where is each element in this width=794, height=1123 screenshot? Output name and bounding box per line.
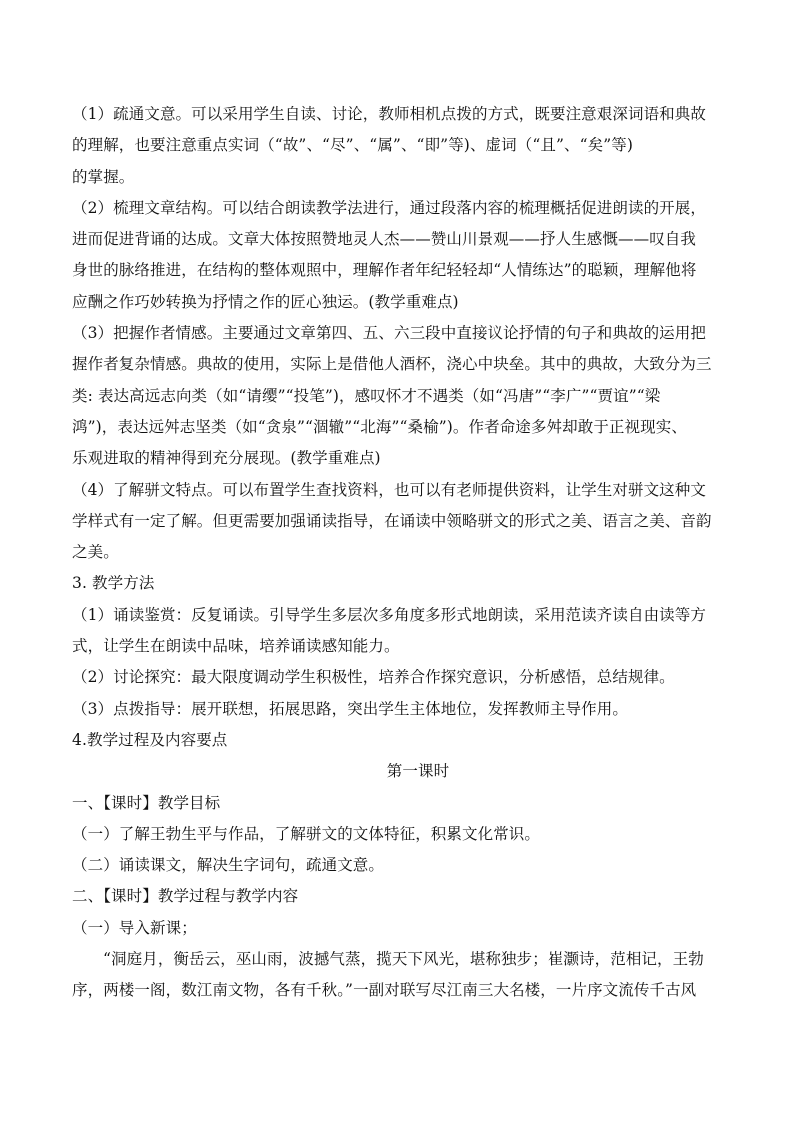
text-line: 的掌握。: [72, 167, 135, 186]
text-line: 进而促进背诵的达成。文章大体按照赞地灵人杰——赞山川景观——抒人生感慨——叹自我: [72, 230, 697, 249]
lesson-title: 第一课时: [386, 762, 450, 781]
section-heading: 二、【课时】教学过程与教学内容: [72, 887, 299, 906]
text-line: 鸿”)，表达远舛志坚类（如“贪泉”“涸辙”“北海”“桑榆”)。作者命途多舛却敢于正视现实、: [72, 417, 687, 436]
section-heading: 4.教学过程及内容要点: [72, 730, 228, 749]
text-line: 之美。: [72, 543, 119, 562]
text-line: （3）把握作者情感。主要通过文章第四、五、六三段中直接议论抒情的句子和典故的运用把: [72, 324, 706, 343]
section-heading: 3. 教学方法: [72, 574, 155, 593]
text-line: （4）了解骈文特点。可以布置学生查找资料，也可以有老师提供资料，让学生对骈文这种文: [72, 480, 706, 499]
text-line: 握作者复杂情感。典故的使用，实际上是借他人酒杯，浇心中块垒。其中的典故，大致分为三: [72, 355, 712, 374]
text-line: （1）诵读鉴赏：反复诵读。引导学生多层次多角度多形式地朗读，采用范读齐读自由读等方: [72, 605, 706, 624]
text-line: （3）点拨指导：展开联想，拓展思路，突出学生主体地位，发挥教师主导作用。: [72, 699, 628, 718]
document-page: [72, 99, 724, 1007]
text-line: 的理解，也要注意重点实词（“故”、“尽”、“属”、“即”等)、虚词（“且”、“矣”等): [72, 136, 633, 155]
text-line: （1）疏通文意。可以采用学生自读、讨论，教师相机点拨的方式，既要注意艰深词语和典故: [72, 105, 706, 123]
text-line: 学样式有一定了解。但更需要加强诵读指导，在诵读中领略骈文的形式之美、语言之美、音韵: [72, 511, 712, 530]
text-line: （2）讨论探究：最大限度调动学生积极性，培养合作探究意识，分析感悟，总结规律。: [72, 668, 675, 687]
section-heading: 一、【课时】教学目标: [72, 793, 221, 812]
text-line: （2）梳理文章结构。可以结合朗读教学法进行，通过段落内容的梳理概括促进朗读的开展，: [72, 198, 706, 217]
text-line: 应酬之作巧妙转换为抒情之作的匠心独运。(教学重难点): [72, 292, 459, 311]
text-line: 式，让学生在朗读中品味，培养诵读感知能力。: [72, 637, 400, 656]
text-line: （二）诵读课文，解决生字词句，疏通文意。: [72, 856, 385, 875]
text-line: （一）导入新课；: [72, 918, 197, 937]
text-line: 类: 表达高远志向类（如“请缨”“投笔”)，感叹怀才不遇类（如“冯唐”“李广”“贾谊”“梁: [72, 386, 661, 405]
text-line: 身世的脉络推进，在结构的整体观照中，理解作者年纪轻轻却“人情练达”的聪颖，理解他将: [72, 261, 697, 280]
text-line: “洞庭月，衡岳云，巫山雨，波撼气蒸，揽天下风光，堪称独步；崔灏诗，范相记，王勃: [103, 950, 704, 969]
text-line: 序，两楼一阁，数江南文物，各有千秋。”一副对联写尽江南三大名楼，一片序文流传千古风: [72, 981, 697, 1000]
text-line: （一）了解王勃生平与作品，了解骈文的文体特征，积累文化常识。: [72, 824, 541, 843]
text-line: 乐观进取的精神得到充分展现。(教学重难点): [72, 449, 381, 468]
